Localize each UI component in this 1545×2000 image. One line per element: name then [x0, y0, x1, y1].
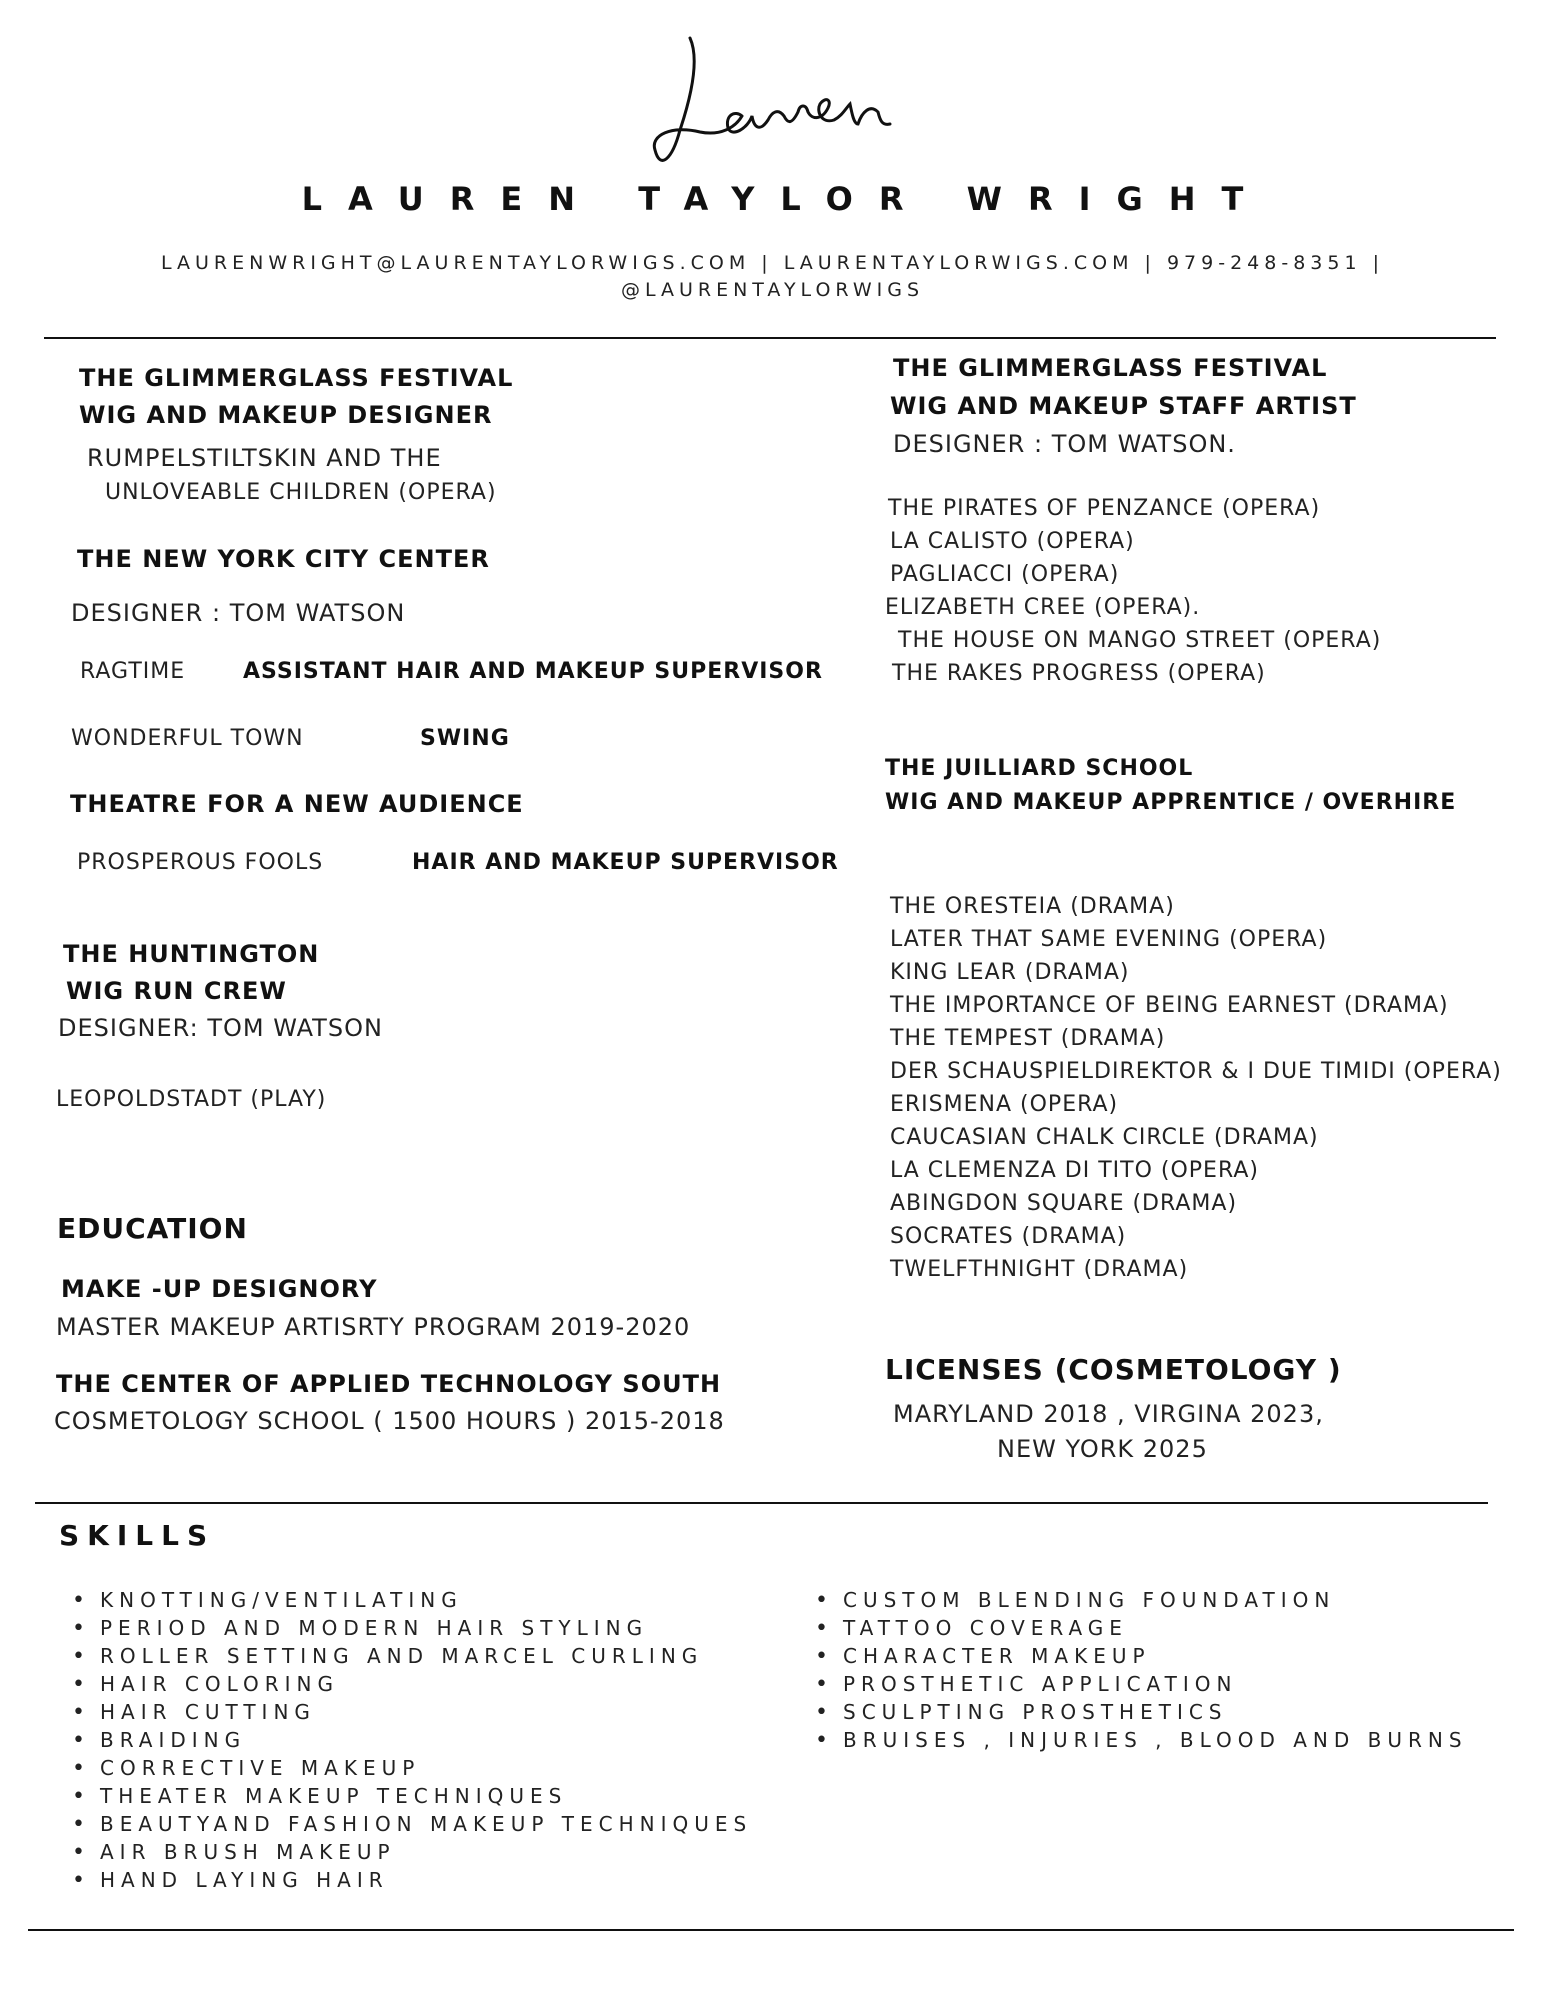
- list-item: THE HOUSE ON MANGO STREET (OPERA): [898, 628, 1382, 653]
- licenses-heading: LICENSES (COSMETOLOGY ): [885, 1353, 1342, 1386]
- education-program-2: COSMETOLOGY SCHOOL ( 1500 HOURS ) 2015-2018: [54, 1407, 725, 1435]
- list-item: PAGLIACCI (OPERA): [890, 562, 1120, 587]
- huntington-designer: DESIGNER: TOM WATSON: [58, 1014, 383, 1042]
- left-glimmerglass-org: THE GLIMMERGLASS FESTIVAL: [79, 364, 514, 392]
- list-item: ERISMENA (OPERA): [890, 1092, 1119, 1117]
- left-glimmerglass-role: WIG AND MAKEUP DESIGNER: [79, 401, 493, 429]
- list-item: DER SCHAUSPIELDIREKTOR & I DUE TIMIDI (OPERA): [890, 1059, 1502, 1084]
- glimmerglass-show-list: [885, 492, 1382, 690]
- nycc-show-ragtime: RAGTIME: [80, 659, 186, 684]
- nycc-show-wonderful-town: WONDERFUL TOWN: [71, 726, 304, 751]
- skills-divider: [35, 1502, 1488, 1504]
- skills-list-left: [72, 1586, 752, 1894]
- list-item: THE TEMPEST (DRAMA): [890, 1026, 1166, 1051]
- list-item: SOCRATES (DRAMA): [890, 1224, 1127, 1249]
- list-item: • BEAUTYAND FASHION MAKEUP TECHNIQUES: [72, 1810, 752, 1838]
- nycc-org: THE NEW YORK CITY CENTER: [77, 545, 490, 573]
- header-divider: [44, 337, 1496, 339]
- right-glimmerglass-role: WIG AND MAKEUP STAFF ARTIST: [890, 392, 1357, 420]
- list-item: LATER THAT SAME EVENING (OPERA): [890, 927, 1328, 952]
- juilliard-show-list: [890, 890, 1502, 1286]
- full-name: LAUREN TAYLOR WRIGHT: [301, 180, 1270, 218]
- list-item: • CHARACTER MAKEUP: [815, 1642, 1468, 1670]
- education-heading: EDUCATION: [57, 1212, 248, 1245]
- list-item: ABINGDON SQUARE (DRAMA): [890, 1191, 1238, 1216]
- tfana-show: PROSPEROUS FOOLS: [77, 850, 324, 875]
- nycc-designer: DESIGNER : TOM WATSON: [71, 599, 406, 627]
- left-glimmerglass-show-cont: UNLOVEABLE CHILDREN (OPERA): [105, 480, 497, 505]
- list-item: • AIR BRUSH MAKEUP: [72, 1838, 752, 1866]
- list-item: • PERIOD AND MODERN HAIR STYLING: [72, 1614, 752, 1642]
- list-item: • KNOTTING/VENTILATING: [72, 1586, 752, 1614]
- left-glimmerglass-show: RUMPELSTILTSKIN AND THE: [87, 444, 442, 472]
- contact-line: LAURENWRIGHT@LAURENTAYLORWIGS.COM | LAURENTAYLORWIGS.COM | 979-248-8351 |: [160, 252, 1384, 274]
- list-item: ELIZABETH CREE (OPERA).: [885, 595, 1201, 620]
- list-item: • HAND LAYING HAIR: [72, 1866, 752, 1894]
- skills-list-right: [815, 1586, 1468, 1754]
- list-item: • THEATER MAKEUP TECHNIQUES: [72, 1782, 752, 1810]
- education-school-1: MAKE -UP DESIGNORY: [61, 1275, 378, 1303]
- list-item: THE ORESTEIA (DRAMA): [890, 894, 1175, 919]
- licenses-line-2: NEW YORK 2025: [997, 1435, 1208, 1463]
- list-item: • HAIR CUTTING: [72, 1698, 752, 1726]
- skills-heading: SKILLS: [59, 1519, 216, 1552]
- list-item: • CUSTOM BLENDING FOUNDATION: [815, 1586, 1468, 1614]
- huntington-org: THE HUNTINGTON: [63, 940, 320, 968]
- right-glimmerglass-designer: DESIGNER : TOM WATSON.: [893, 430, 1236, 458]
- footer-divider: [28, 1929, 1514, 1931]
- tfana-org: THEATRE FOR A NEW AUDIENCE: [70, 790, 524, 818]
- tfana-role: HAIR AND MAKEUP SUPERVISOR: [412, 850, 839, 875]
- list-item: • SCULPTING PROSTHETICS: [815, 1698, 1468, 1726]
- list-item: • CORRECTIVE MAKEUP: [72, 1754, 752, 1782]
- juilliard-role: WIG AND MAKEUP APPRENTICE / OVERHIRE: [885, 790, 1457, 815]
- list-item: • HAIR COLORING: [72, 1670, 752, 1698]
- contact-handle: @LAURENTAYLORWIGS: [620, 279, 925, 301]
- list-item: • ROLLER SETTING AND MARCEL CURLING: [72, 1642, 752, 1670]
- list-item: • BRUISES , INJURIES , BLOOD AND BURNS: [815, 1726, 1468, 1754]
- juilliard-org: THE JUILLIARD SCHOOL: [885, 756, 1194, 781]
- list-item: THE IMPORTANCE OF BEING EARNEST (DRAMA): [890, 993, 1449, 1018]
- list-item: THE RAKES PROGRESS (OPERA): [892, 661, 1266, 686]
- education-school-2: THE CENTER OF APPLIED TECHNOLOGY SOUTH: [56, 1370, 722, 1398]
- education-program-1: MASTER MAKEUP ARTISRTY PROGRAM 2019-2020: [56, 1313, 691, 1341]
- nycc-role-ragtime: ASSISTANT HAIR AND MAKEUP SUPERVISOR: [243, 659, 823, 684]
- signature-logo: [0, 20, 1545, 180]
- licenses-line-1: MARYLAND 2018 , VIRGINA 2023,: [893, 1400, 1324, 1428]
- list-item: TWELFTHNIGHT (DRAMA): [890, 1257, 1189, 1282]
- list-item: THE PIRATES OF PENZANCE (OPERA): [888, 496, 1321, 521]
- list-item: LA CALISTO (OPERA): [890, 529, 1135, 554]
- huntington-role: WIG RUN CREW: [66, 977, 287, 1005]
- huntington-show: LEOPOLDSTADT (PLAY): [56, 1087, 327, 1112]
- list-item: KING LEAR (DRAMA): [890, 960, 1130, 985]
- list-item: • PROSTHETIC APPLICATION: [815, 1670, 1468, 1698]
- list-item: CAUCASIAN CHALK CIRCLE (DRAMA): [890, 1125, 1319, 1150]
- list-item: • BRAIDING: [72, 1726, 752, 1754]
- nycc-role-swing: SWING: [420, 726, 510, 751]
- right-glimmerglass-org: THE GLIMMERGLASS FESTIVAL: [893, 354, 1328, 382]
- list-item: • TATTOO COVERAGE: [815, 1614, 1468, 1642]
- list-item: LA CLEMENZA DI TITO (OPERA): [890, 1158, 1259, 1183]
